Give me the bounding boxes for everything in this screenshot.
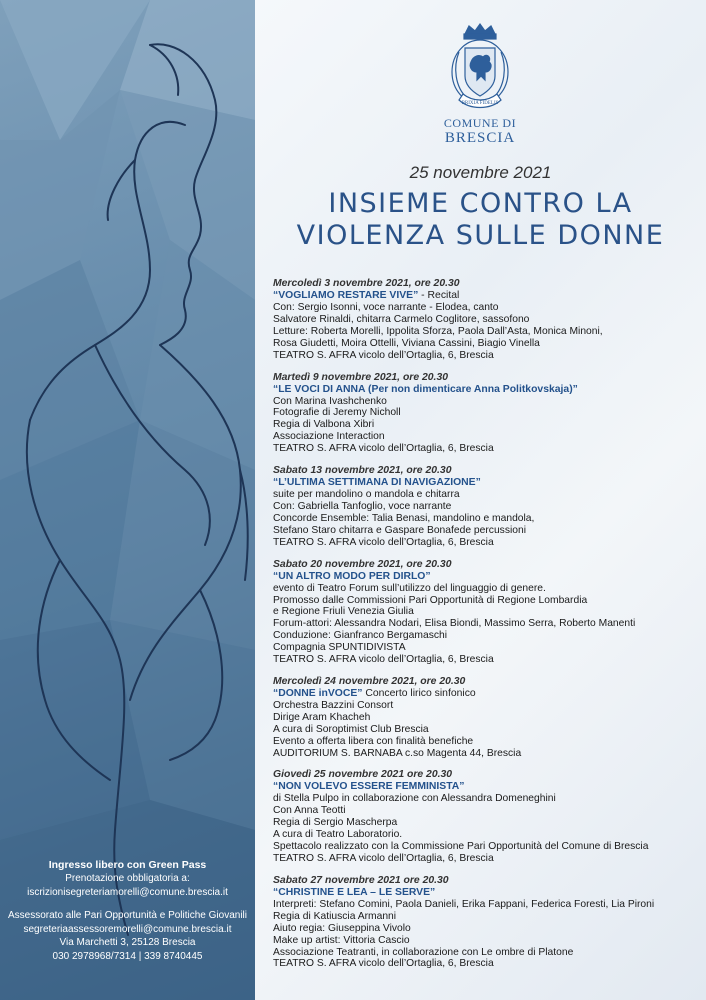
- event-title: “DONNE inVOCE”: [273, 687, 363, 699]
- events-list: [273, 278, 698, 980]
- event-detail-line: TEATRO S. AFRA vicolo dell’Ortaglia, 6, Brescia: [273, 958, 494, 970]
- event-detail-line: Conduzione: Gianfranco Bergamaschi: [273, 630, 448, 642]
- title-line2: VIOLENZA SULLE DONNE: [296, 220, 665, 251]
- event-detail-line: Rosa Giudetti, Moira Ottelli, Viviana Cassini, Biagio Vinella: [273, 337, 540, 349]
- event-detail-line: TEATRO S. AFRA vicolo dell’Ortaglia, 6, Brescia: [273, 349, 494, 361]
- municipality-line2: BRESCIA: [444, 130, 516, 146]
- event-detail-line: suite per mandolino o mandola e chitarra: [273, 489, 460, 501]
- event-detail-line: Con: Gabriella Tanfoglio, voce narrante: [273, 500, 452, 512]
- event-detail-line: Spettacolo realizzato con la Commissione Pari Opportunità del Comune di Brescia: [273, 841, 649, 853]
- event-detail-line: TEATRO S. AFRA vicolo dell’Ortaglia, 6, Brescia: [273, 654, 494, 666]
- entry-note: Ingresso libero con Green Pass: [48, 859, 207, 871]
- event-title: “LE VOCI DI ANNA (Per non dimenticare Anna Politkovskaja)”: [273, 383, 578, 395]
- info-block: [0, 858, 255, 963]
- office-phones: 030 2978968/7314 | 339 8740445: [52, 950, 203, 962]
- event-title: “UN ALTRO MODO PER DIRLO”: [273, 570, 431, 582]
- event-title: “L’ULTIMA SETTIMANA DI NAVIGAZIONE”: [273, 477, 481, 489]
- event-item: [273, 559, 698, 666]
- event-detail-line: Orchestra Bazzini Consort: [273, 699, 394, 711]
- event-detail-line: AUDITORIUM S. BARNABA c.so Magenta 44, Brescia: [273, 747, 522, 759]
- event-title-suffix: Concerto lirico sinfonico: [362, 687, 476, 699]
- office-email-link[interactable]: segreteriaassessoremorelli@comune.brescia.it: [23, 923, 232, 935]
- event-detail-line: Interpreti: Stefano Comini, Paola Danieli, Erika Fappani, Federica Foresti, Lia Pironi: [273, 898, 655, 910]
- event-detail-line: Make up artist: Vittoria Cascio: [273, 934, 410, 946]
- program-panel: [255, 0, 706, 1000]
- brescia-crest-logo: [445, 22, 515, 114]
- event-detail-line: evento di Teatro Forum sull’utilizzo del linguaggio di genere.: [273, 582, 546, 594]
- event-title-row: [273, 290, 698, 302]
- event-detail-line: Con Marina Ivashchenko: [273, 395, 387, 407]
- page-title: [255, 188, 706, 252]
- event-title-row: [273, 781, 698, 793]
- event-title-row: [273, 688, 698, 700]
- event-date: Martedì 9 novembre 2021, ore 20.30: [273, 371, 448, 383]
- booking-note: Prenotazione obbligatoria a:: [65, 873, 190, 884]
- event-date: Sabato 13 novembre 2021, ore 20.30: [273, 465, 452, 477]
- event-detail-line: Regia di Katiuscia Armanni: [273, 910, 397, 922]
- event-detail-line: Salvatore Rinaldi, chitarra Carmelo Coglitore, sassofono: [273, 313, 530, 325]
- event-title-row: [273, 571, 698, 583]
- event-detail-line: TEATRO S. AFRA vicolo dell’Ortaglia, 6, Brescia: [273, 536, 494, 548]
- event-detail-line: Aiuto regia: Giuseppina Vivolo: [273, 922, 411, 934]
- event-detail-line: Con Anna Teotti: [273, 805, 346, 817]
- event-item: [273, 875, 698, 970]
- event-detail-line: Concorde Ensemble: Talia Benasi, mandolino e mandola,: [273, 512, 535, 524]
- event-detail-line: TEATRO S. AFRA vicolo dell’Ortaglia, 6, Brescia: [273, 853, 494, 864]
- event-title-row: [273, 887, 698, 899]
- event-detail-line: Associazione Teatranti, in collaborazione con Le ombre di Platone: [273, 946, 574, 958]
- event-item: [273, 465, 698, 549]
- event-item: [273, 278, 698, 362]
- event-detail-line: e Regione Friuli Venezia Giulia: [273, 606, 414, 618]
- event-detail-line: Con: Sergio Isonni, voce narrante - Elodea, canto: [273, 302, 499, 313]
- event-date: Mercoledì 24 novembre 2021, ore 20.30: [273, 675, 466, 687]
- event-detail-line: TEATRO S. AFRA vicolo dell’Ortaglia, 6, Brescia: [273, 443, 494, 455]
- woman-line-drawing: [0, 0, 255, 1000]
- event-detail-line: Forum-attori: Alessandra Nodari, Elisa Biondi, Massimo Serra, Roberto Manenti: [273, 618, 636, 630]
- event-title-row: [273, 384, 698, 396]
- event-detail-line: A cura di Teatro Laboratorio.: [273, 829, 403, 841]
- event-title: “NON VOLEVO ESSERE FEMMINISTA”: [273, 781, 465, 793]
- event-detail-line: Evento a offerta libera con finalità benefiche: [273, 735, 474, 747]
- event-detail-line: di Stella Pulpo in collaborazione con Alessandra Domeneghini: [273, 793, 556, 805]
- event-detail-line: Regia di Sergio Mascherpa: [273, 817, 398, 829]
- event-detail-line: Stefano Staro chitarra e Gaspare Bonafede percussioni: [273, 524, 526, 536]
- crest-motto: BRIXIA FIDELIS: [461, 101, 499, 106]
- office-address: Via Marchetti 3, 25128 Brescia: [59, 937, 196, 948]
- event-date: Sabato 20 novembre 2021, ore 20.30: [273, 558, 452, 570]
- decorative-panel: [0, 0, 255, 1000]
- event-item: [273, 676, 698, 760]
- event-detail-line: Dirige Aram Khacheh: [273, 711, 371, 723]
- event-main-date: 25 novembre 2021: [409, 163, 552, 182]
- booking-email-link[interactable]: iscrizionisegreteriamorelli@comune.brescia.it: [27, 886, 228, 898]
- event-detail-line: Compagnia SPUNTIDIVISTA: [273, 642, 406, 654]
- event-detail-line: A cura di Soroptimist Club Brescia: [273, 723, 429, 735]
- event-title-row: [273, 477, 698, 489]
- event-item: [273, 372, 698, 456]
- event-title: “VOGLIAMO RESTARE VIVE”: [273, 290, 419, 301]
- event-date: Giovedì 25 novembre 2021 ore 20.30: [273, 769, 453, 781]
- event-date: Mercoledì 3 novembre 2021, ore 20.30: [273, 278, 460, 289]
- title-line1: INSIEME CONTRO LA: [328, 188, 633, 219]
- office-name: Assessorato alle Pari Opportunità e Politiche Giovanili: [7, 910, 247, 921]
- event-title-suffix: - Recital: [418, 290, 460, 301]
- event-detail-line: Promosso dalle Commissioni Pari Opportunità di Regione Lombardia: [273, 594, 588, 606]
- event-detail-line: Associazione Interaction: [273, 431, 385, 443]
- event-detail-line: Letture: Roberta Morelli, Ippolita Sforza, Paola Dall’Asta, Monica Minoni,: [273, 325, 603, 337]
- event-title: “CHRISTINE E LEA – LE SERVE”: [273, 886, 436, 898]
- municipality-line1: COMUNE DI: [443, 116, 517, 130]
- event-item: [273, 769, 698, 864]
- event-detail-line: Regia di Valbona Xibri: [273, 419, 375, 431]
- event-detail-line: Fotografie di Jeremy Nicholl: [273, 407, 401, 419]
- municipality-name: [405, 116, 555, 146]
- event-date: Sabato 27 novembre 2021 ore 20.30: [273, 874, 449, 886]
